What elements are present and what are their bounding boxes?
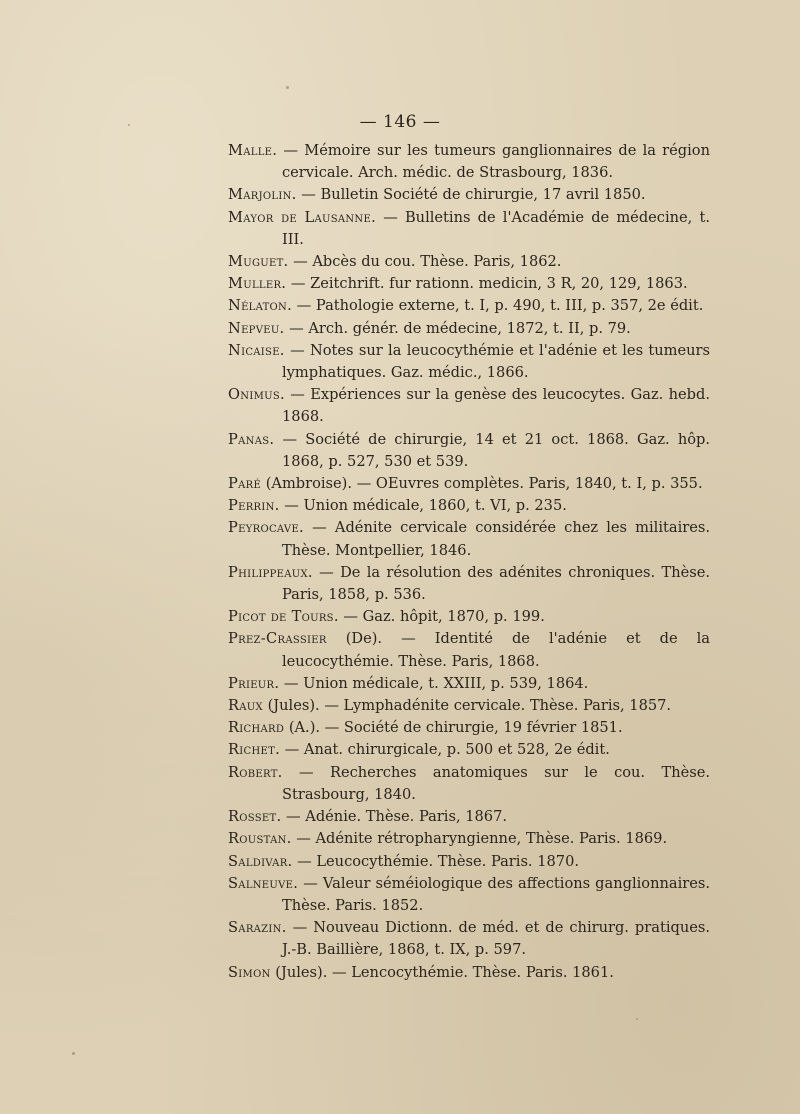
entry-text: — Gaz. hôpit, 1870, p. 199. [338,608,545,626]
entry-text: (De). — Identité de l'adénie et de la leucocythémie. Thèse. Paris, 1868. [282,630,710,670]
entry-author: Marjolin. [228,186,297,204]
entry-text: — Société de chirurgie, 14 et 21 oct. 1868. Gaz. hôp. 1868, p. 527, 530 et 539. [274,430,710,470]
entry-text: (A.). — Société de chirurgie, 19 février 1851. [284,719,623,737]
bibliography-entry [228,384,710,428]
bibliography-entry [228,673,710,695]
bibliography-entry [228,495,710,517]
entry-text: — Notes sur la leucocythémie et l'adénie et les tumeurs lymphatiques. Gaz. médic., 1866. [282,341,710,382]
bibliography-entry [228,828,710,850]
bibliography-entry [228,429,710,473]
entry-text: (Jules). — Lymphadénite cervicale. Thèse. Paris, 1857. [262,697,672,715]
bibliography-entry [228,606,710,628]
entry-author: Mayor de Lausanne. [228,208,377,226]
entry-author: Malle. [228,142,278,159]
entry-text: — Adénie. Thèse. Paris, 1867. [281,808,508,826]
bibliography-entry [228,251,710,273]
entry-text: — Union médicale, t. XXIII, p. 539, 1864. [279,674,589,692]
entry-text: — Bulletins de l'Académie de médecine, t. III. [282,208,710,248]
entry-author: Nicaise. [228,341,285,359]
entry-text: — De la résolution des adénites chroniques. Thèse. Paris, 1858, p. 536. [282,563,710,604]
bibliography-entry [228,562,710,606]
entry-text: — Anat. chirurgicale, p. 500 et 528, 2e édit. [280,741,610,759]
entry-text: — Leucocythémie. Thèse. Paris. 1870. [292,852,579,870]
entry-author: Saldivar. [228,852,293,870]
entry-author: Prieur. [228,674,280,692]
bibliography-entry [228,340,710,384]
entry-author: Raux [228,697,263,715]
entry-text: — Recherches anatomiques sur le cou. Thèse. Strasbourg, 1840. [282,763,710,803]
entry-text: — Bulletin Société de chirurgie, 17 avril 1850. [296,186,646,204]
entry-text: — Adénite cervicale considérée chez les militaires. Thèse. Montpellier, 1846. [282,519,710,559]
paper-speck [72,1052,75,1055]
entry-text: — Abcès du cou. Thèse. Paris, 1862. [288,253,562,271]
bibliography-entry [228,140,710,184]
entry-author: Simon [228,963,271,981]
entry-author: Nélaton. [228,297,293,315]
entry-author: Richet. [228,741,281,759]
paper-speck [286,86,289,89]
entry-author: Muguet. [228,253,289,271]
entry-author: Prez-Crassier [228,630,327,648]
entry-text: (Ambroise). — OEuvres complètes. Paris, 1840, t. I, p. 355. [261,475,703,493]
entry-text: — Union médicale, 1860, t. VI, p. 235. [279,497,567,515]
entry-text: — Mémoire sur les tumeurs ganglionnaires de la région cervicale. Arch. médic. de Strasbourg, 1836. [277,142,710,182]
bibliography-entry [228,184,710,206]
bibliography-entry [228,517,710,561]
entry-author: Onimus. [228,386,285,404]
entry-author: Muller. [228,275,287,293]
bibliography-list [228,140,710,984]
entry-text: — Nouveau Dictionn. de méd. et de chirurg. pratiques. J.-B. Baillière, 1868, t. IX, p. 597. [282,919,710,959]
bibliography-entry [228,873,710,917]
entry-author: Peyrocave. [228,519,304,537]
entry-author: Philippeaux. [228,563,313,581]
bibliography-entry [228,739,710,761]
entry-text: — Arch. génér. de médecine, 1872, t. II, p. 79. [284,319,631,337]
entry-text: — Pathologie externe, t. I, p. 490, t. III, p. 357, 2e édit. [292,297,704,315]
entry-author: Perrin. [228,497,280,515]
bibliography-entry [228,695,710,717]
entry-author: Salneuve. [228,874,299,892]
entry-author: Paré [228,475,262,493]
entry-author: Richard [228,719,285,737]
entry-text: — Expériences sur la genèse des leucocytes. Gaz. hebd. 1868. [282,386,710,426]
bibliography-entry [228,962,710,984]
entry-author: Panas. [228,430,275,448]
entry-author: Sarazin. [228,919,287,937]
page-number: — 146 — [359,112,441,132]
paper-speck [128,124,130,126]
bibliography-entry [228,917,710,961]
bibliography-entry [228,806,710,828]
bibliography-entry [228,473,710,495]
entry-text: — Zeitchrift. fur rationn. medicin, 3 R, 20, 129, 1863. [286,275,688,293]
entry-text: — Adénite rétropharyngienne, Thèse. Paris. 1869. [291,830,668,848]
entry-author: Nepveu. [228,319,285,337]
entry-author: Picot de Tours. [228,608,339,626]
entry-text: — Valeur séméiologique des affections ganglionnaires. Thèse. Paris. 1852. [282,874,710,914]
entry-author: Robert. [228,763,283,781]
bibliography-entry [228,207,710,251]
entry-author: Roustan. [228,830,292,848]
bibliography-entry [228,762,710,806]
bibliography-entry [228,295,710,317]
paper-speck [636,1018,638,1020]
bibliography-entry [228,273,710,295]
bibliography-entry [228,318,710,340]
bibliography-entry [228,851,710,873]
bibliography-entry [228,628,710,672]
entry-author: Rosset. [228,808,282,826]
bibliography-entry [228,717,710,739]
entry-text: (Jules). — Lencocythémie. Thèse. Paris. 1861. [270,963,614,981]
